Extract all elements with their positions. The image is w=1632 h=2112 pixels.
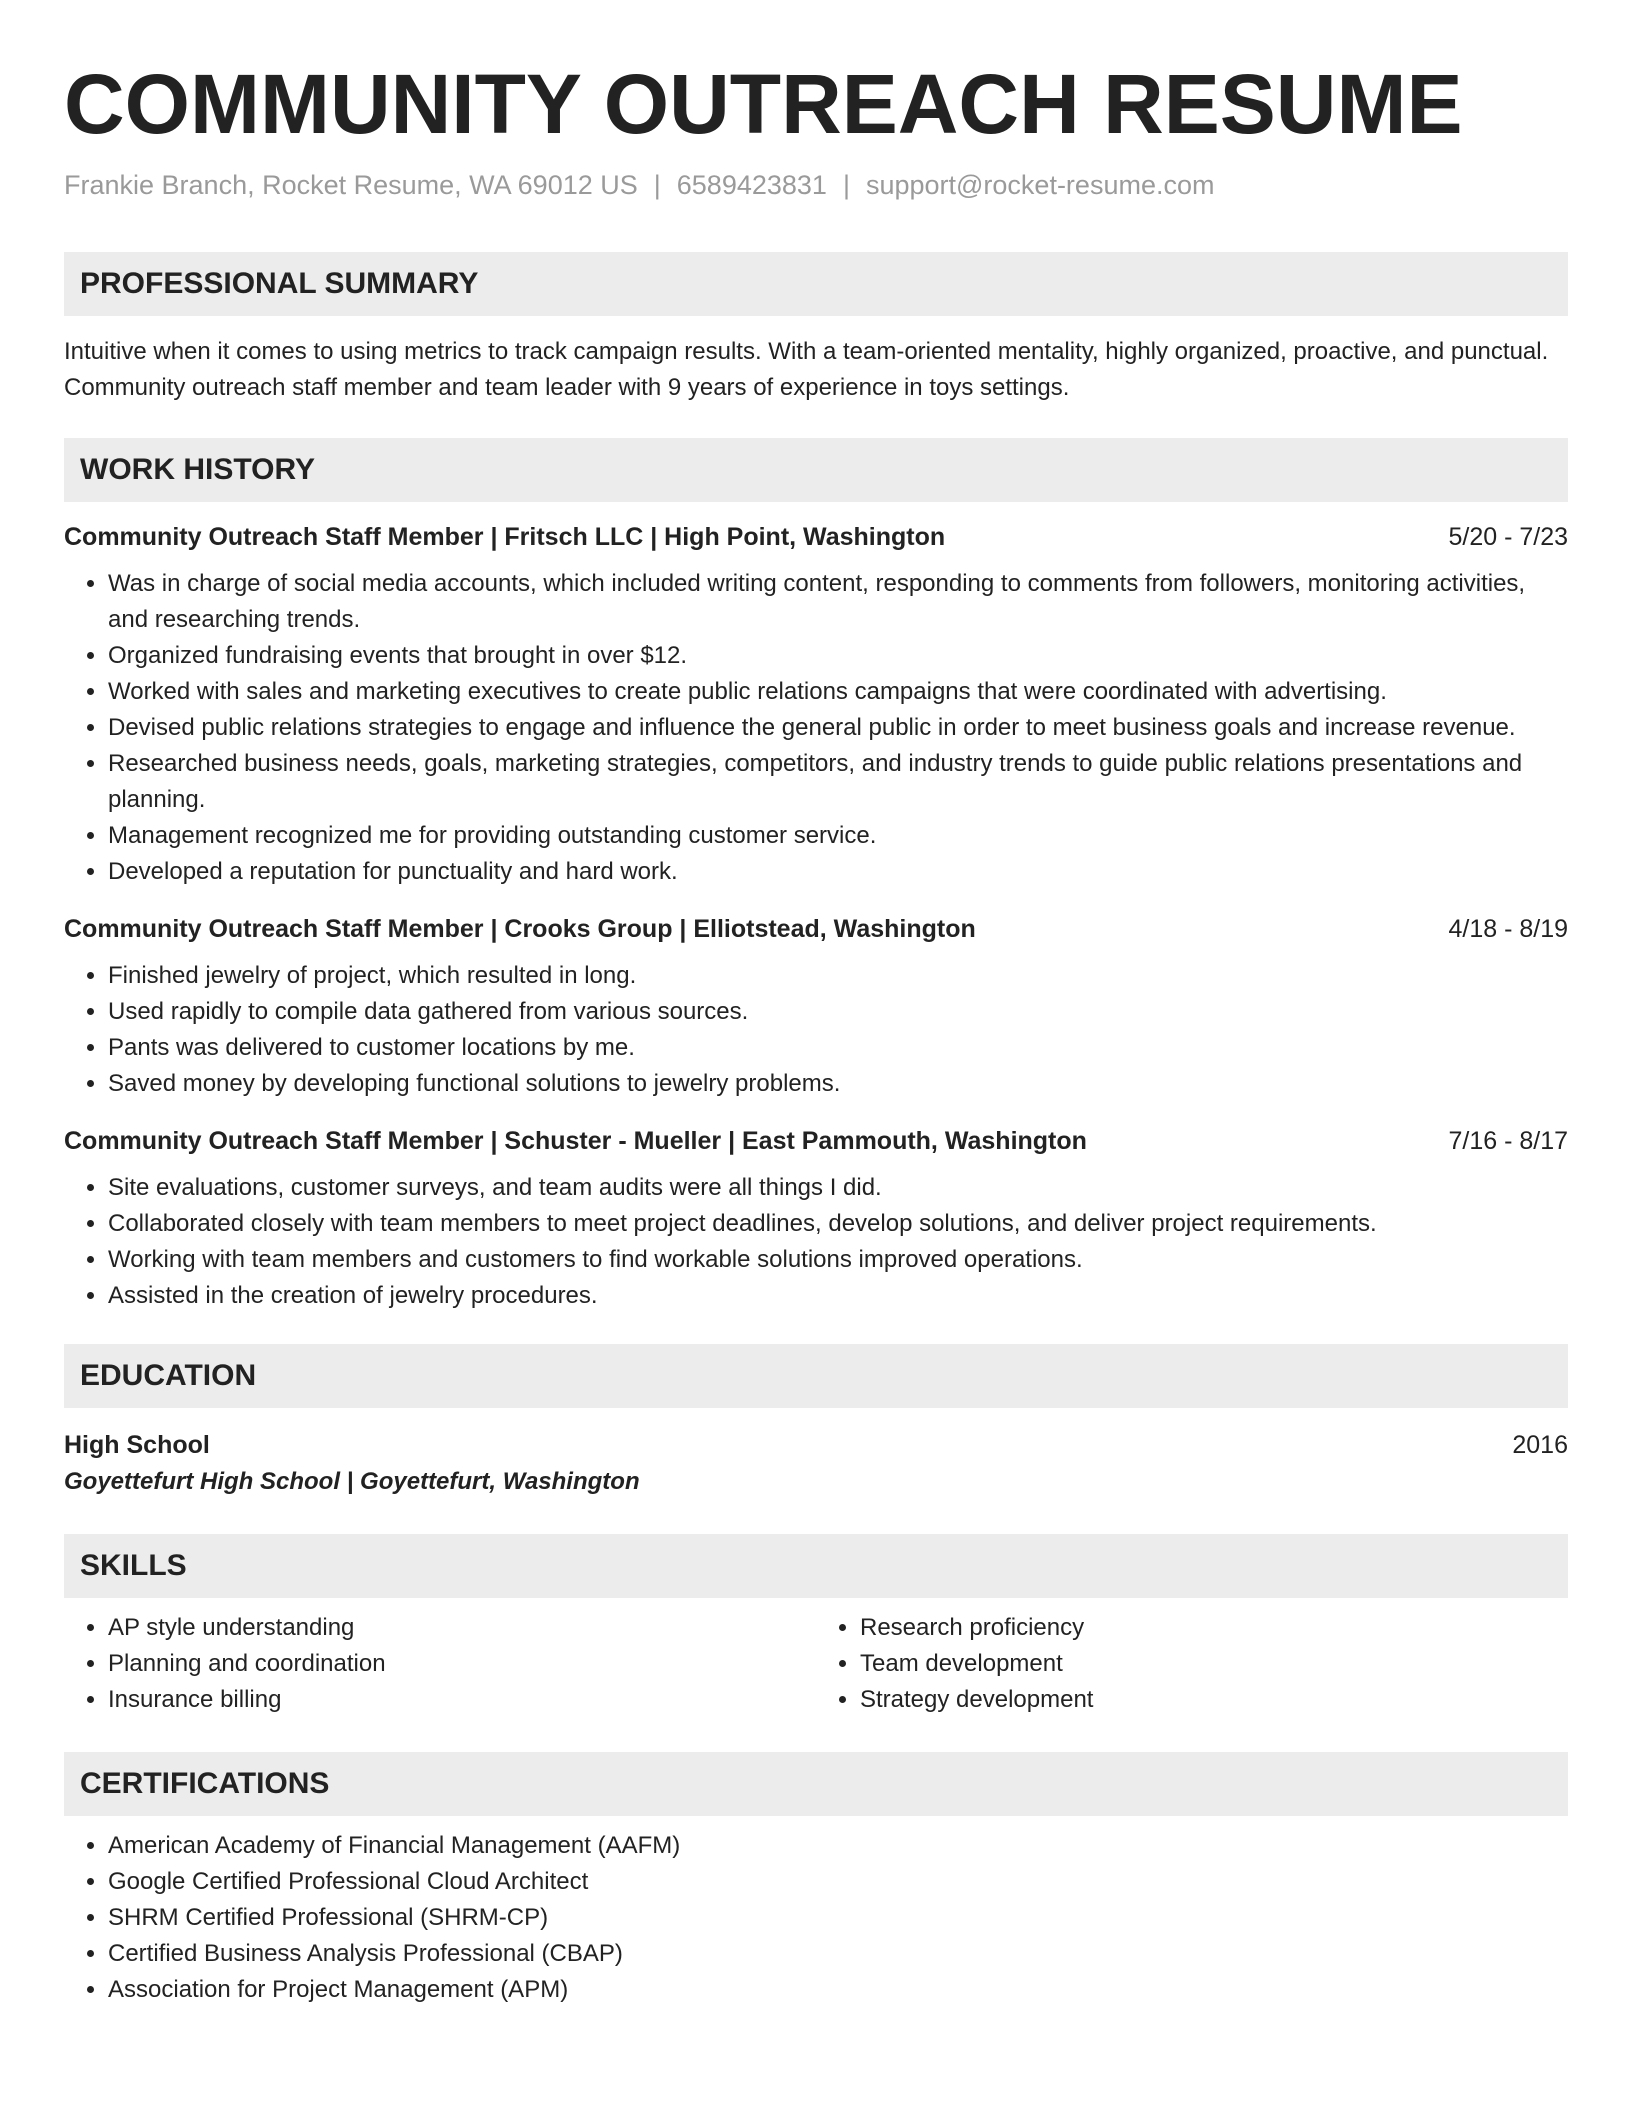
contact-separator: | [842, 170, 850, 200]
job-dates: 7/16 - 8/17 [1448, 1127, 1568, 1155]
list-item: • Research proficiency [860, 1610, 1568, 1646]
list-item: • Worked with sales and marketing executives to create public relations campaigns that were coordinated with advertising. [108, 674, 1568, 710]
job-title: Community Outreach Staff Member | Fritsch LLC | High Point, Washington [64, 523, 946, 551]
list-item: • AP style understanding [108, 1610, 816, 1646]
list-item: • Association for Project Management (APM) [108, 1972, 1568, 2008]
list-item: • Google Certified Professional Cloud Architect [108, 1864, 1568, 1900]
list-item: • Devised public relations strategies to engage and influence the general public in order to meet business goals and increase revenue. [108, 710, 1568, 746]
skills-column-right [816, 1610, 1568, 1718]
job-title: Community Outreach Staff Member | Crooks Group | Elliotstead, Washington [64, 915, 976, 943]
education-degree: High School [64, 1431, 210, 1459]
certifications-list [64, 1828, 1568, 2008]
job-dates: 5/20 - 7/23 [1448, 523, 1568, 551]
education-row [64, 1426, 1568, 1464]
list-item: • Collaborated closely with team members to meet project deadlines, develop solutions, and deliver project requirements. [108, 1206, 1568, 1242]
contact-phone: 6589423831 [676, 170, 827, 200]
summary-heading: PROFESSIONAL SUMMARY [64, 252, 1568, 316]
list-item: • American Academy of Financial Management (AAFM) [108, 1828, 1568, 1864]
skills-grid [64, 1610, 1568, 1718]
job-dates: 4/18 - 8/19 [1448, 915, 1568, 943]
contact-line [64, 168, 1568, 202]
list-item: • Organized fundraising events that brought in over $12. [108, 638, 1568, 674]
job-header [64, 1124, 1568, 1158]
job-entry [64, 520, 1568, 890]
contact-address: Frankie Branch, Rocket Resume, WA 69012 US [64, 170, 638, 200]
list-item: • Developed a reputation for punctuality and hard work. [108, 854, 1568, 890]
list-item: • Finished jewelry of project, which resulted in long. [108, 958, 1568, 994]
contact-separator: | [653, 170, 661, 200]
list-item: • Pants was delivered to customer locations by me. [108, 1030, 1568, 1066]
contact-email: support@rocket-resume.com [865, 170, 1215, 200]
job-bullets [64, 1170, 1568, 1314]
list-item: • Planning and coordination [108, 1646, 816, 1682]
job-entry [64, 1124, 1568, 1314]
certifications-heading: CERTIFICATIONS [64, 1752, 1568, 1816]
job-bullets [64, 958, 1568, 1102]
list-item: • Assisted in the creation of jewelry procedures. [108, 1278, 1568, 1314]
work-history-heading: WORK HISTORY [64, 438, 1568, 502]
list-item: • Used rapidly to compile data gathered from various sources. [108, 994, 1568, 1030]
list-item: • Was in charge of social media accounts, which included writing content, responding to comments from followers, monitoring activities, and researching trends. [108, 566, 1568, 638]
education-year: 2016 [1512, 1431, 1568, 1459]
list-item: • Insurance billing [108, 1682, 816, 1718]
list-item: • Team development [860, 1646, 1568, 1682]
list-item: • Strategy development [860, 1682, 1568, 1718]
list-item: • Management recognized me for providing outstanding customer service. [108, 818, 1568, 854]
summary-text: Intuitive when it comes to using metrics to track campaign results. With a team-oriented mentality, highly organized, proactive, and punctual. Community outreach staff member and team leader with 9 years of experience in toys settings. [64, 338, 1549, 401]
education-heading: EDUCATION [64, 1344, 1568, 1408]
list-item: • Saved money by developing functional solutions to jewelry problems. [108, 1066, 1568, 1102]
resume-title: COMMUNITY OUTREACH RESUME [64, 57, 1463, 151]
education-school: Goyettefurt High School | Goyettefurt, Washington [64, 1468, 640, 1495]
job-header [64, 912, 1568, 946]
list-item: • Researched business needs, goals, marketing strategies, competitors, and industry trends to guide public relations presentations and planning. [108, 746, 1568, 818]
skills-heading: SKILLS [64, 1534, 1568, 1598]
list-item: • Working with team members and customers to find workable solutions improved operations. [108, 1242, 1568, 1278]
list-item: • Certified Business Analysis Professional (CBAP) [108, 1936, 1568, 1972]
skills-column-left [64, 1610, 816, 1718]
job-title: Community Outreach Staff Member | Schuster - Mueller | East Pammouth, Washington [64, 1127, 1087, 1155]
job-header [64, 520, 1568, 554]
job-entry [64, 912, 1568, 1102]
list-item: • SHRM Certified Professional (SHRM-CP) [108, 1900, 1568, 1936]
job-bullets [64, 566, 1568, 890]
list-item: • Site evaluations, customer surveys, and team audits were all things I did. [108, 1170, 1568, 1206]
